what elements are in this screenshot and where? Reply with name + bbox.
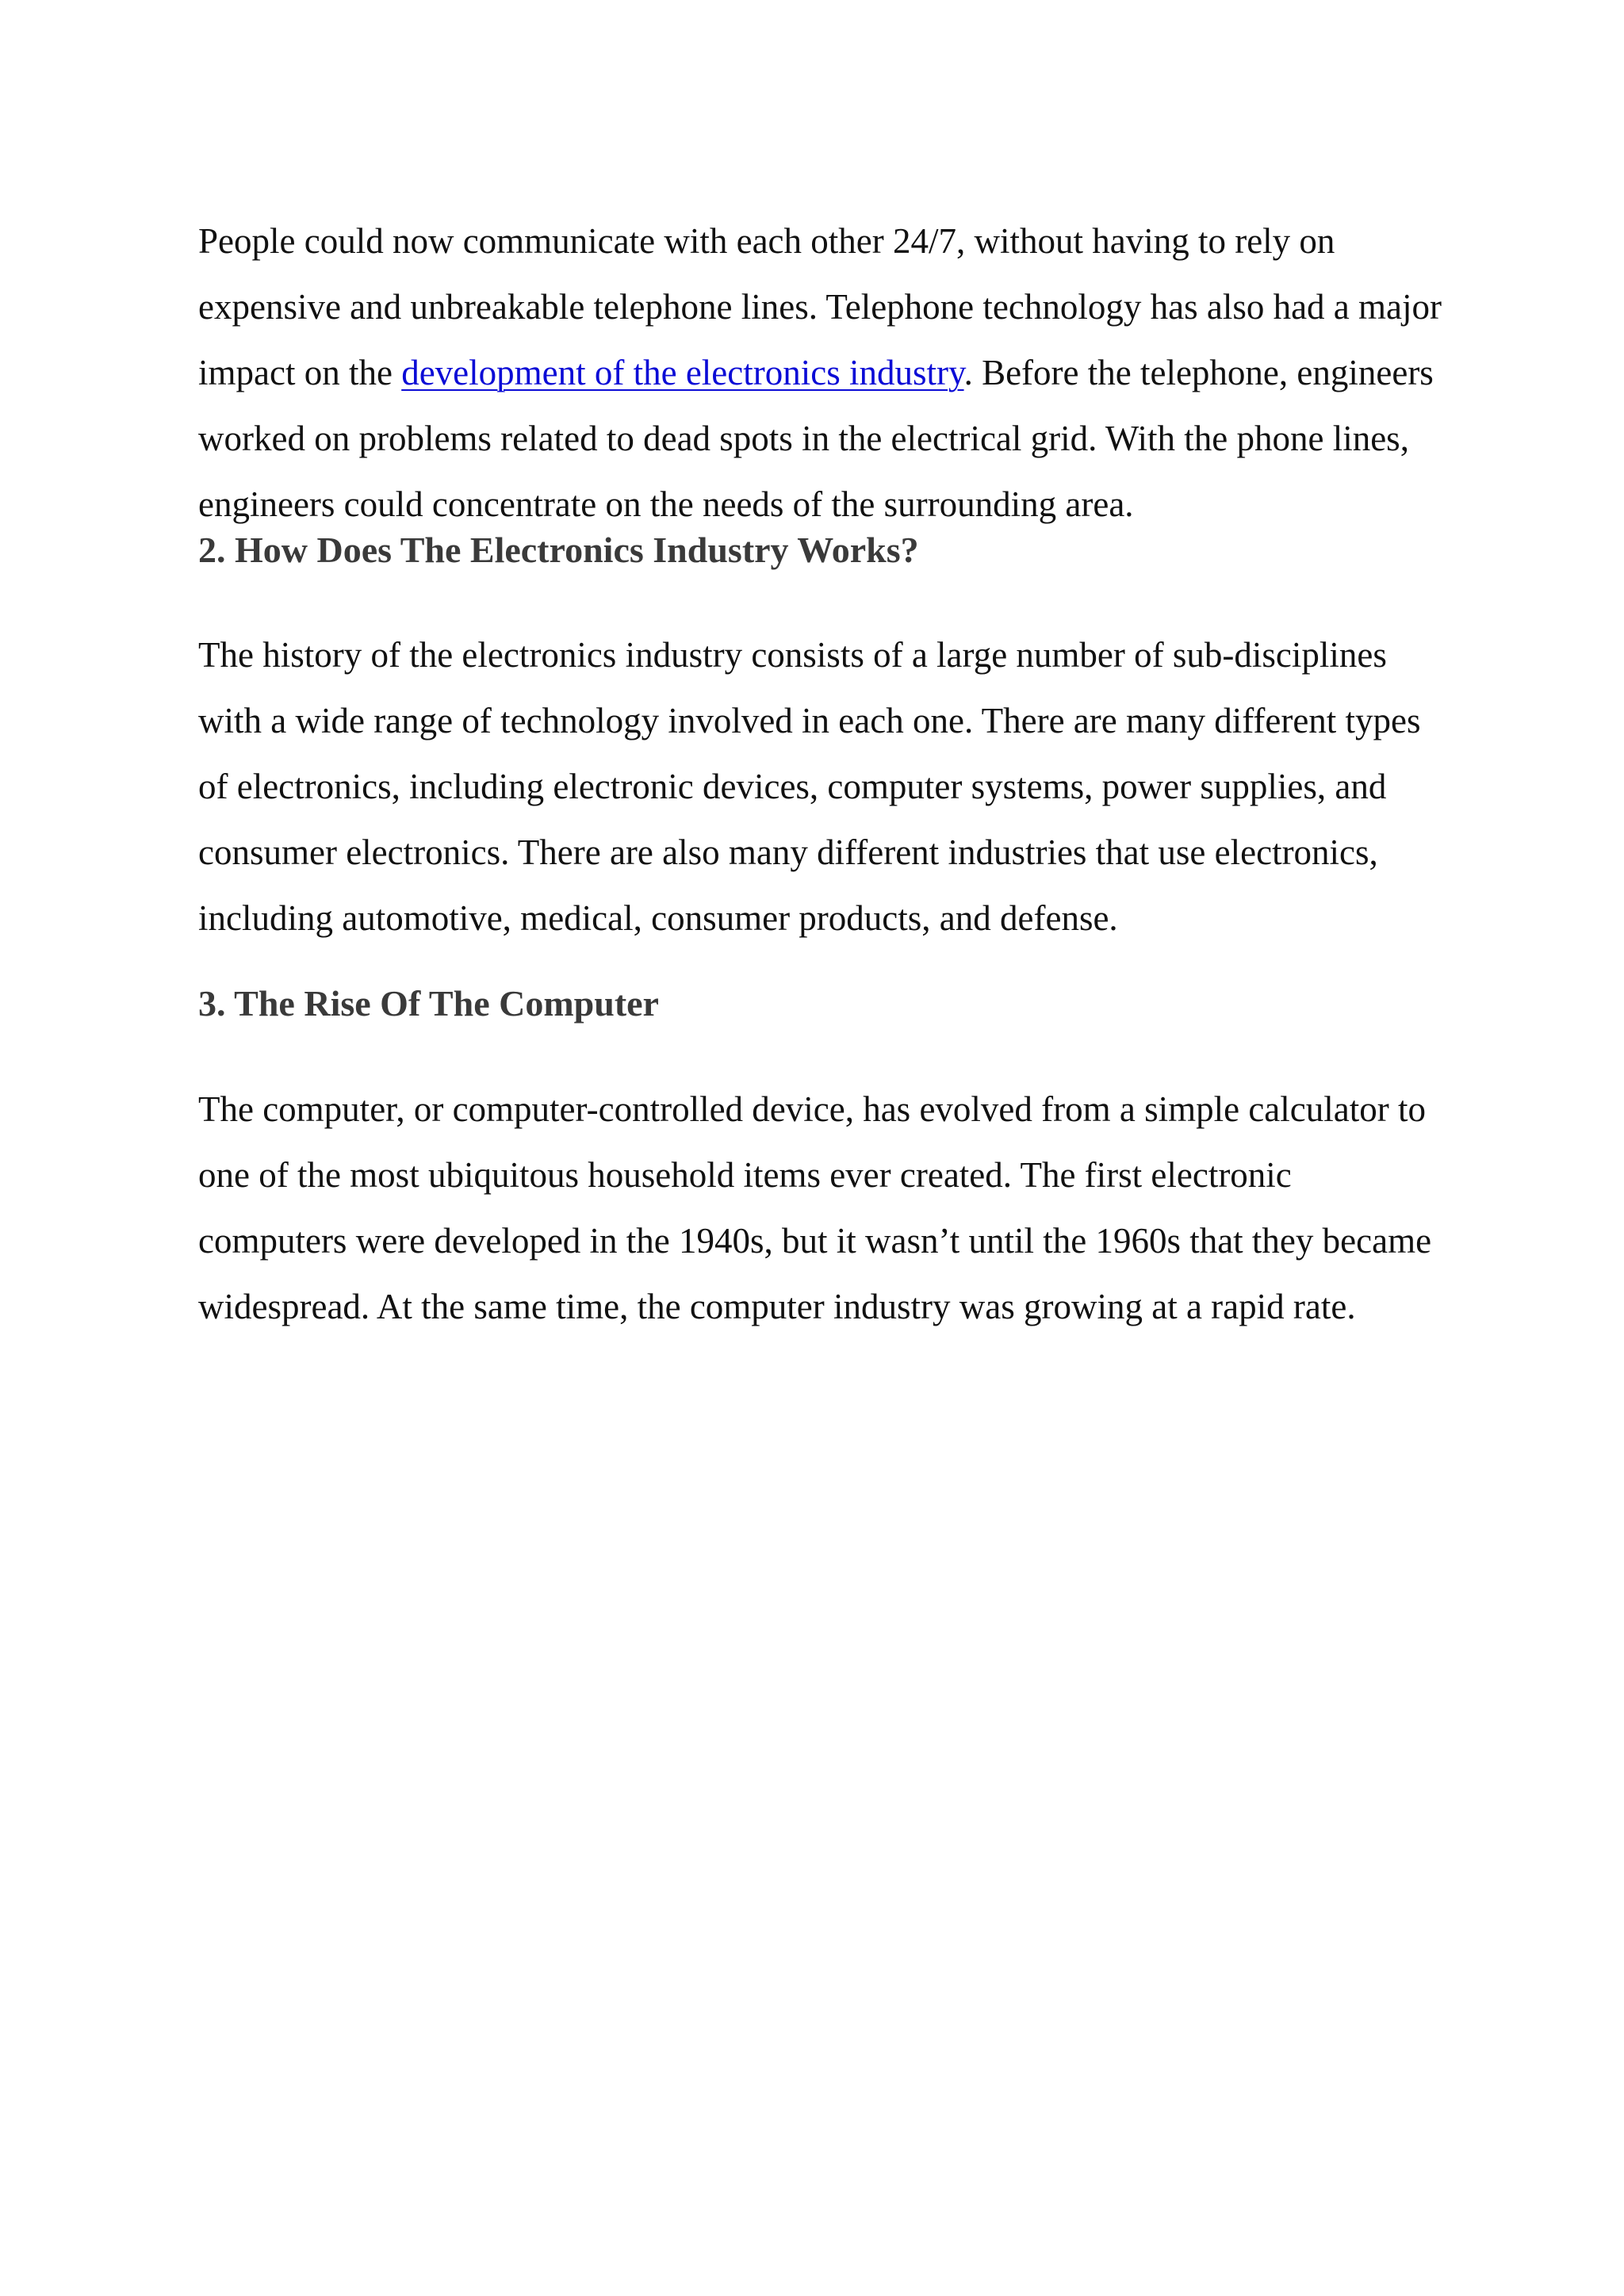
intro-paragraph xyxy=(198,209,1443,538)
section-3-paragraph: The computer, or computer-controlled device, has evolved from a simple calculator to one of the most ubiquitous household items ever created. The first electronic computers were developed in the 1940s, but it wasn’t until the 1960s that they became widespread. At the same time, the computer industry was growing at a rapid rate. xyxy=(198,1089,1432,1326)
section-2-paragraph: The history of the electronics industry consists of a large number of sub-disciplines with a wide range of technology involved in each one. There are many different types of electronics, including electronic devices, computer systems, power supplies, and consumer electronics. There are also many different industries that use electronics, including automotive, medical, consumer products, and defense. xyxy=(198,635,1421,938)
section-3-heading: 3. The Rise Of The Computer xyxy=(198,983,659,1024)
section-2-heading: 2. How Does The Electronics Industry Works? xyxy=(198,530,919,570)
intro-text-end: . Before the telephone, engineers worked on problems related to dead spots in the electrical grid. With the phone lines, engineers could concentrate on the needs of the surrounding area. xyxy=(198,353,1434,524)
intro-text-start: People could now communicate with each other 24/7, without having to rely on expensive and unbreakable telephone lines. Telephone technology has also had a major impact on the xyxy=(198,221,1442,392)
electronics-industry-link[interactable]: development of the electronics industry xyxy=(401,353,964,392)
